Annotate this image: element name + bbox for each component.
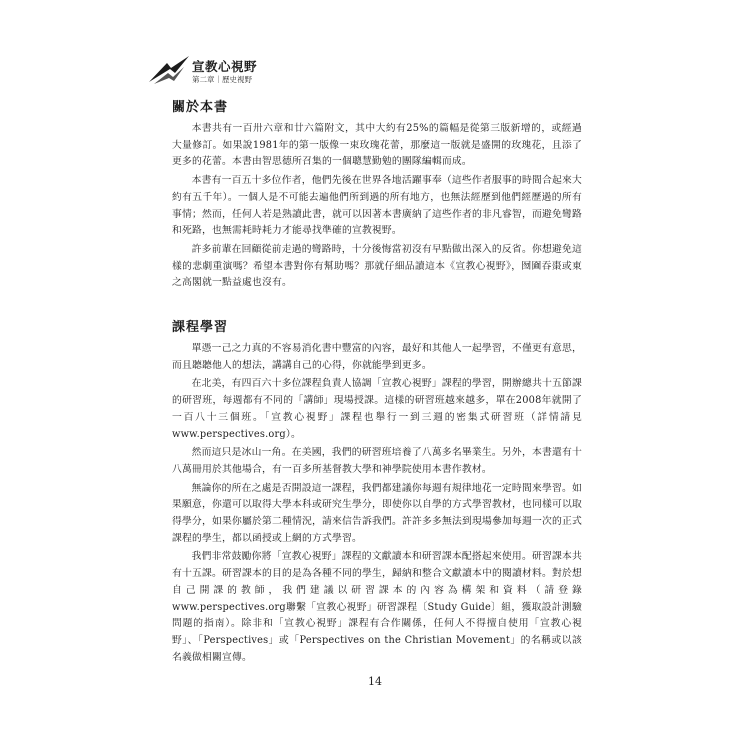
paragraph: 許多前輩在回顧從前走過的彎路時，十分後悔當初沒有早點做出深入的反省。你想避免這樣的悲劇重演嗎？希望本書對你有幫助嗎？那就仔細品讀這本《宣教心視野》，囫圇吞棗或東之高閣就一點益處也沒有。	[172, 243, 582, 289]
course-study-section	[172, 316, 582, 666]
paragraph: 單憑一己之力真的不容易消化書中豐富的內容，最好和其他人一起學習，不僅更有意思，而且聽聽他人的想法，講講自己的心得，你就能學到更多。	[172, 343, 582, 371]
section-heading: 關於本書	[172, 100, 229, 115]
chapter-label: 第二章｜歷史視野	[192, 75, 252, 84]
bird-logo-icon	[148, 54, 190, 86]
paragraph: 本書有一百五十多位作者，他們先後在世界各地活躍事奉（這些作者服事的時間合起來大約有五千年）。一個人是不可能去遍他們所到過的所有地方，也無法經歷到他們經歷過的所有事情；然而，任何人若是熟讀此書，就可以因著本書廣納了這些作者的非凡睿智，而避免彎路和死路，也無需耗時耗力才能尋找準確的宣教視野。	[172, 175, 582, 237]
section-heading: 課程學習	[172, 320, 229, 336]
page-body	[172, 96, 582, 668]
paragraph: 然而這只是冰山一角。在美國，我們的研習班培養了八萬多名畢業生。另外，本書還有十八萬冊用於其他場合，有一百多所基督教大學和神學院使用本書作教材。	[172, 447, 582, 475]
paragraph: 在北美，有四百六十多位課程負責人協調「宣教心視野」課程的學習，開辦總共十五節課的研習班，每週都有不同的「講師」現場授課。這樣的研習班越來越多，單在2008年就開了一百八十三個班。「宣教心視野」課程也舉行一到三週的密集式研習班（詳情請見www.perspectives.org）。	[172, 378, 582, 440]
paragraph: 無論你的所在之處是否開設這一課程，我們都建議你每週有規律地花一定時間來學習。如果願意，你還可以取得大學本科或研究生學分，即使你以自學的方式學習教材，也同樣可以取得學分，如果你屬於第二種情況，請來信告訴我們。許許多多無法到現場參加每週一次的正式課程的學生，都以函授或上網的方式學習。	[172, 482, 582, 544]
paragraph: 我們非常鼓勵你將「宣教心視野」課程的文獻讀本和研習課本配搭起來使用。研習課本共有十五課。研習課本的目的是為各種不同的學生，歸納和整合文獻讀本中的閱讀材料。對於想自己開課的教師，我們建議以研習課本的內容為構架和資料（請登錄www.perspectives.org聯繫「宣教心視野」研習課程〔Study Guide〕組，獲取設計測驗問題的指南）。除非和「宣教心視野」課程有合作關係，任何人不得擅自使用「宣教心視野」、「Perspectives」或「Perspectives on the Christian Movement」的名稱或以該名義做相關宣傳。	[172, 551, 582, 663]
running-header	[148, 52, 288, 92]
page-number: 14	[368, 675, 382, 688]
book-title: 宣教心視野	[192, 59, 258, 74]
paragraph: 本書共有一百卅六章和廿六篇附文，其中大約有25%的篇幅是從第三版新增的，或經過大量修訂。如果說1981年的第一版像一束玫瑰花蕾，那麼這一版就是盛開的玫瑰花，且添了更多的花蕾。本書由智思德所召集的一個聰慧勤勉的團隊編輯而成。	[172, 123, 582, 168]
about-book-section	[172, 96, 582, 292]
